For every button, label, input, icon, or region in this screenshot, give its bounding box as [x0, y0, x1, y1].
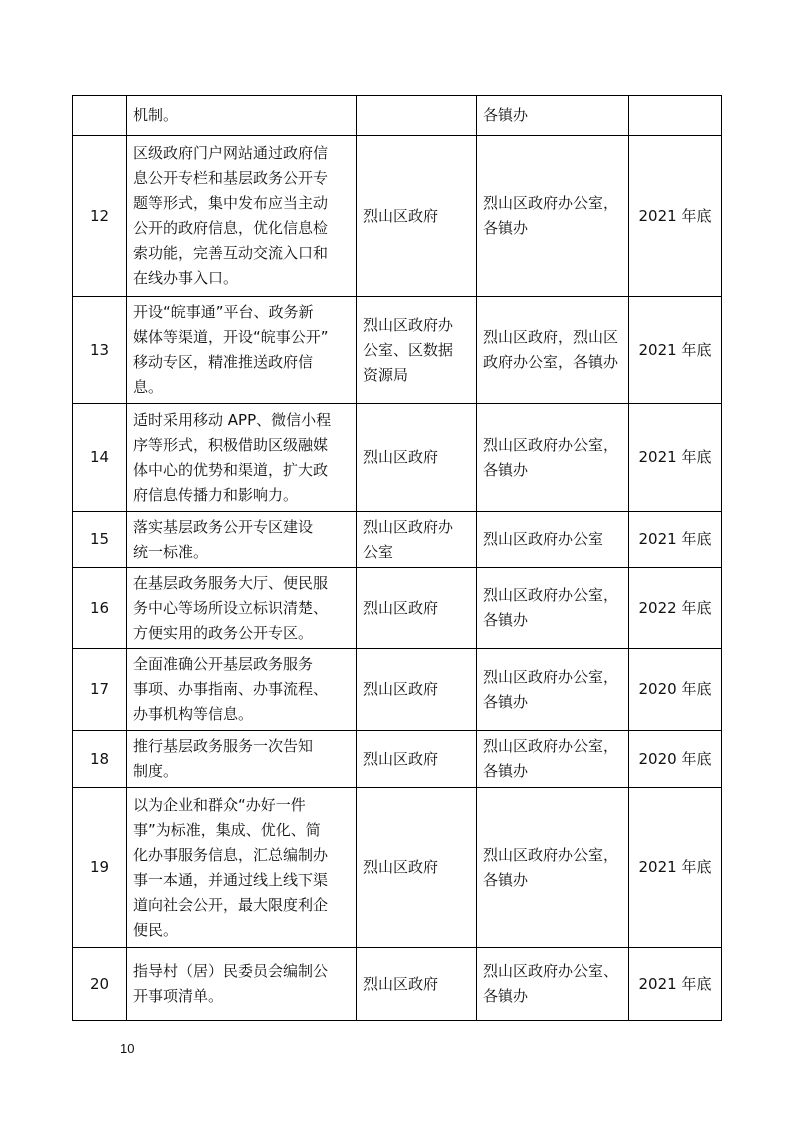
page-number: 10 [120, 1041, 135, 1056]
cell-responsible-unit: 烈山区政府办公室， 各镇办 [477, 731, 629, 788]
cell-task: 区级政府门户网站通过政府信 息公开专栏和基层政务公开专 题等形式，集中发布应当主动 公开的政府信息，优化信息检 索功能，完善互动交流入口和 在线办事入口。 [127, 136, 357, 297]
cell-deadline: 2021 年底 [629, 404, 722, 512]
task-table [72, 95, 722, 1021]
cell-number: 13 [73, 297, 127, 404]
cell-task: 在基层政务服务大厅、便民服 务中心等场所设立标识清楚、 方便实用的政务公开专区。 [127, 568, 357, 649]
cell-lead-unit: 烈山区政府 [357, 649, 477, 731]
cell-lead-unit: 烈山区政府办 公室 [357, 512, 477, 568]
cell-deadline [629, 96, 722, 136]
cell-deadline: 2022 年底 [629, 568, 722, 649]
cell-number [73, 96, 127, 136]
cell-responsible-unit: 烈山区政府办公室， 各镇办 [477, 404, 629, 512]
cell-number: 19 [73, 788, 127, 948]
cell-deadline: 2020 年底 [629, 649, 722, 731]
table-row [73, 649, 722, 731]
cell-number: 18 [73, 731, 127, 788]
table-row [73, 297, 722, 404]
table-row [73, 96, 722, 136]
cell-task: 指导村（居）民委员会编制公 开事项清单。 [127, 948, 357, 1021]
table-row [73, 136, 722, 297]
cell-task: 推行基层政务服务一次告知 制度。 [127, 731, 357, 788]
cell-task: 全面准确公开基层政务服务 事项、办事指南、办事流程、 办事机构等信息。 [127, 649, 357, 731]
cell-deadline: 2021 年底 [629, 297, 722, 404]
cell-lead-unit [357, 96, 477, 136]
cell-responsible-unit: 烈山区政府，烈山区 政府办公室，各镇办 [477, 297, 629, 404]
table-row [73, 404, 722, 512]
cell-lead-unit: 烈山区政府办 公室、区数据 资源局 [357, 297, 477, 404]
cell-number: 14 [73, 404, 127, 512]
cell-deadline: 2020 年底 [629, 731, 722, 788]
cell-task: 开设“皖事通”平台、政务新 媒体等渠道，开设“皖事公开” 移动专区，精准推送政府信 息。 [127, 297, 357, 404]
cell-lead-unit: 烈山区政府 [357, 731, 477, 788]
cell-task: 以为企业和群众“办好一件 事”为标准，集成、优化、简 化办事服务信息，汇总编制办 事一本通，并通过线上线下渠 道向社会公开，最大限度利企 便民。 [127, 788, 357, 948]
table-row [73, 512, 722, 568]
table-row [73, 788, 722, 948]
cell-lead-unit: 烈山区政府 [357, 568, 477, 649]
table-row [73, 948, 722, 1021]
cell-task: 落实基层政务公开专区建设 统一标准。 [127, 512, 357, 568]
cell-number: 20 [73, 948, 127, 1021]
cell-lead-unit: 烈山区政府 [357, 788, 477, 948]
cell-responsible-unit: 烈山区政府办公室， 各镇办 [477, 649, 629, 731]
cell-responsible-unit: 烈山区政府办公室， 各镇办 [477, 136, 629, 297]
cell-number: 12 [73, 136, 127, 297]
cell-lead-unit: 烈山区政府 [357, 948, 477, 1021]
table-row [73, 568, 722, 649]
cell-lead-unit: 烈山区政府 [357, 404, 477, 512]
cell-responsible-unit: 烈山区政府办公室、 各镇办 [477, 948, 629, 1021]
cell-number: 15 [73, 512, 127, 568]
cell-deadline: 2021 年底 [629, 136, 722, 297]
cell-responsible-unit: 烈山区政府办公室， 各镇办 [477, 568, 629, 649]
cell-task: 适时采用移动 APP、微信小程 序等形式，积极借助区级融媒 体中心的优势和渠道，扩大政 府信息传播力和影响力。 [127, 404, 357, 512]
cell-responsible-unit: 烈山区政府办公室， 各镇办 [477, 788, 629, 948]
cell-lead-unit: 烈山区政府 [357, 136, 477, 297]
table-row [73, 731, 722, 788]
cell-responsible-unit: 烈山区政府办公室 [477, 512, 629, 568]
cell-task: 机制。 [127, 96, 357, 136]
cell-number: 16 [73, 568, 127, 649]
cell-deadline: 2021 年底 [629, 948, 722, 1021]
cell-number: 17 [73, 649, 127, 731]
cell-responsible-unit: 各镇办 [477, 96, 629, 136]
cell-deadline: 2021 年底 [629, 788, 722, 948]
cell-deadline: 2021 年底 [629, 512, 722, 568]
